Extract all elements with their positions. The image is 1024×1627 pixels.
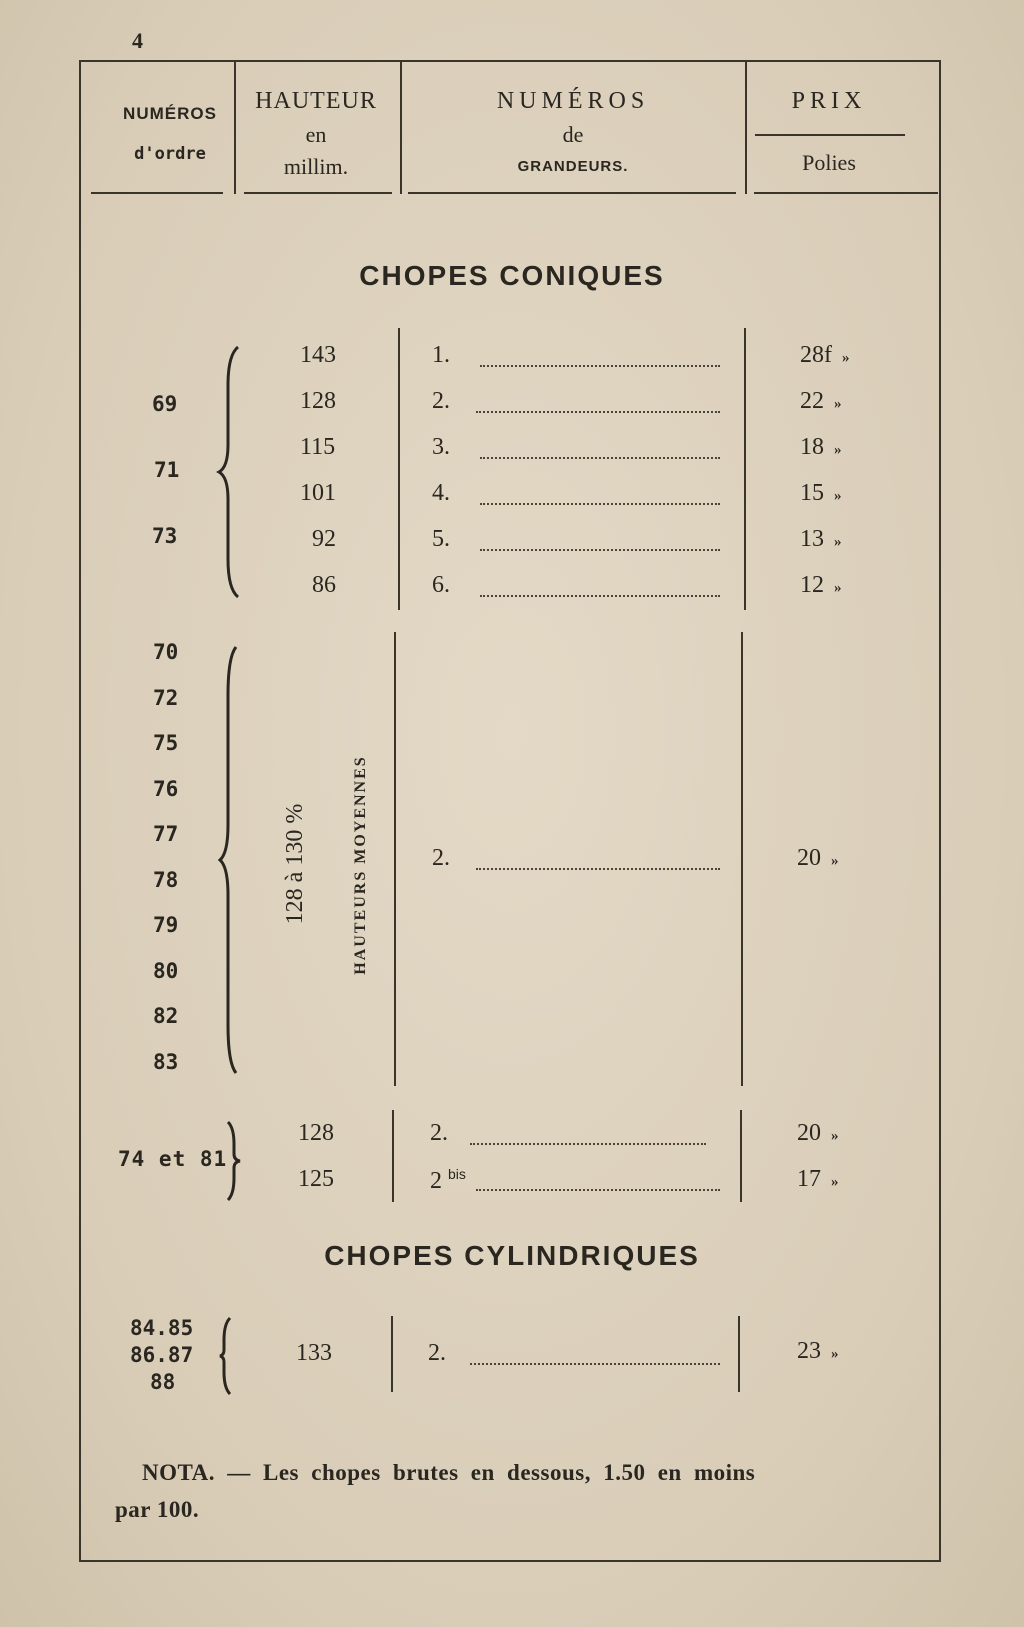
order-number-70: 70 <box>153 640 179 664</box>
order-number-83: 83 <box>153 1050 179 1074</box>
dot-leader <box>480 365 720 367</box>
header-divider-1 <box>234 62 236 194</box>
header-divider-3 <box>745 62 747 194</box>
order-number-78: 78 <box>153 868 179 892</box>
nota-line-2: par 100. <box>115 1497 200 1522</box>
coniques-divider-left <box>398 328 400 610</box>
cylindriques-price: 23 » <box>797 1338 839 1364</box>
header-en: en <box>305 122 327 147</box>
dot-leader <box>476 1189 720 1191</box>
block-74-81-height-2: 125 <box>298 1166 334 1192</box>
dot-leader <box>480 549 720 551</box>
header-d-ordre: d'ordre <box>134 144 206 164</box>
order-number-88: 88 <box>150 1370 176 1394</box>
cylindriques-size: 2. <box>428 1340 446 1366</box>
coniques-size-5: 5. <box>432 526 450 552</box>
moyennes-size: 2. <box>432 845 450 871</box>
block-74-81-price-2: 17 » <box>797 1166 839 1192</box>
moyennes-divider-left <box>394 632 396 1086</box>
cylindriques-divider-left <box>391 1316 393 1392</box>
order-number-82: 82 <box>153 1004 179 1028</box>
header-underline-1 <box>91 192 223 194</box>
height-range-vertical: 128 à 130 % <box>282 803 308 925</box>
dot-leader <box>480 503 720 505</box>
header-de: de <box>562 122 584 147</box>
brace-cylindriques <box>218 1316 238 1396</box>
coniques-height-1: 143 <box>300 342 336 368</box>
header-grandeurs: GRANDEURS. <box>517 158 629 175</box>
dot-leader <box>476 868 720 870</box>
coniques-size-3: 3. <box>432 434 450 460</box>
coniques-height-6: 86 <box>312 572 336 598</box>
order-number-71: 71 <box>154 458 180 482</box>
order-number-72: 72 <box>153 686 179 710</box>
coniques-size-6: 6. <box>432 572 450 598</box>
header-underline-2 <box>244 192 392 194</box>
block-74-81-divider-right <box>740 1110 742 1202</box>
section-title-cylindriques: CHOPES CYLINDRIQUES <box>324 1240 700 1271</box>
moyennes-divider-right <box>741 632 743 1086</box>
order-number-75: 75 <box>153 731 179 755</box>
order-number-80: 80 <box>153 959 179 983</box>
coniques-height-2: 128 <box>300 388 336 414</box>
block-74-81-size-1: 2. <box>430 1120 448 1146</box>
hauteurs-moyennes-vertical: HAUTEURS MOYENNES <box>352 755 369 975</box>
dot-leader <box>470 1363 720 1365</box>
block-74-81-divider-left <box>392 1110 394 1202</box>
coniques-size-4: 4. <box>432 480 450 506</box>
coniques-height-5: 92 <box>312 526 336 552</box>
nota-line-1: NOTA. — Les chopes brutes en dessous, 1.50 en moins <box>142 1460 756 1485</box>
prix-divider <box>755 134 905 136</box>
dot-leader <box>480 595 720 597</box>
brace-coniques <box>216 345 246 600</box>
dot-leader <box>470 1143 706 1145</box>
order-number-73: 73 <box>152 524 178 548</box>
header-hauteur: HAUTEUR <box>255 88 377 114</box>
order-number-76: 76 <box>153 777 179 801</box>
order-number-86-87: 86.87 <box>130 1343 194 1367</box>
section-title-coniques: CHOPES CONIQUES <box>359 260 665 291</box>
dot-leader <box>480 457 720 459</box>
page-number: 4 <box>132 28 143 53</box>
coniques-price-2: 22 » <box>800 388 842 414</box>
coniques-size-2: 2. <box>432 388 450 414</box>
header-underline-3 <box>408 192 736 194</box>
header-prix: PRIX <box>791 88 867 114</box>
block-74-81-price-1: 20 » <box>797 1120 839 1146</box>
coniques-price-5: 13 » <box>800 526 842 552</box>
coniques-price-3: 18 » <box>800 434 842 460</box>
coniques-price-4: 15 » <box>800 480 842 506</box>
order-label-74-et-81: 74 et 81 <box>118 1147 228 1171</box>
order-number-79: 79 <box>153 913 179 937</box>
brace-moyennes <box>218 645 248 1075</box>
header-divider-2 <box>400 62 402 194</box>
header-underline-4 <box>754 192 938 194</box>
order-number-77: 77 <box>153 822 179 846</box>
header-millim: millim. <box>283 154 349 179</box>
cylindriques-height: 133 <box>296 1340 332 1366</box>
block-74-81-height-1: 128 <box>298 1120 334 1146</box>
coniques-height-4: 101 <box>300 480 336 506</box>
moyennes-price: 20 » <box>797 845 839 871</box>
coniques-size-1: 1. <box>432 342 450 368</box>
coniques-divider-right <box>744 328 746 610</box>
order-number-84-85: 84.85 <box>130 1316 194 1340</box>
order-number-69: 69 <box>152 392 178 416</box>
header-numeros-grandeurs: NUMÉROS <box>496 88 650 114</box>
header-numeros-ordre: NUMÉROS <box>123 104 217 123</box>
cylindriques-divider-right <box>738 1316 740 1392</box>
coniques-price-6: 12 » <box>800 572 842 598</box>
header-polies: Polies <box>802 150 856 175</box>
coniques-height-3: 115 <box>300 434 336 460</box>
coniques-price-1: 28f » <box>800 342 850 368</box>
dot-leader <box>476 411 720 413</box>
block-74-81-size-2: 2 $^{bis}$ <box>430 1166 466 1194</box>
